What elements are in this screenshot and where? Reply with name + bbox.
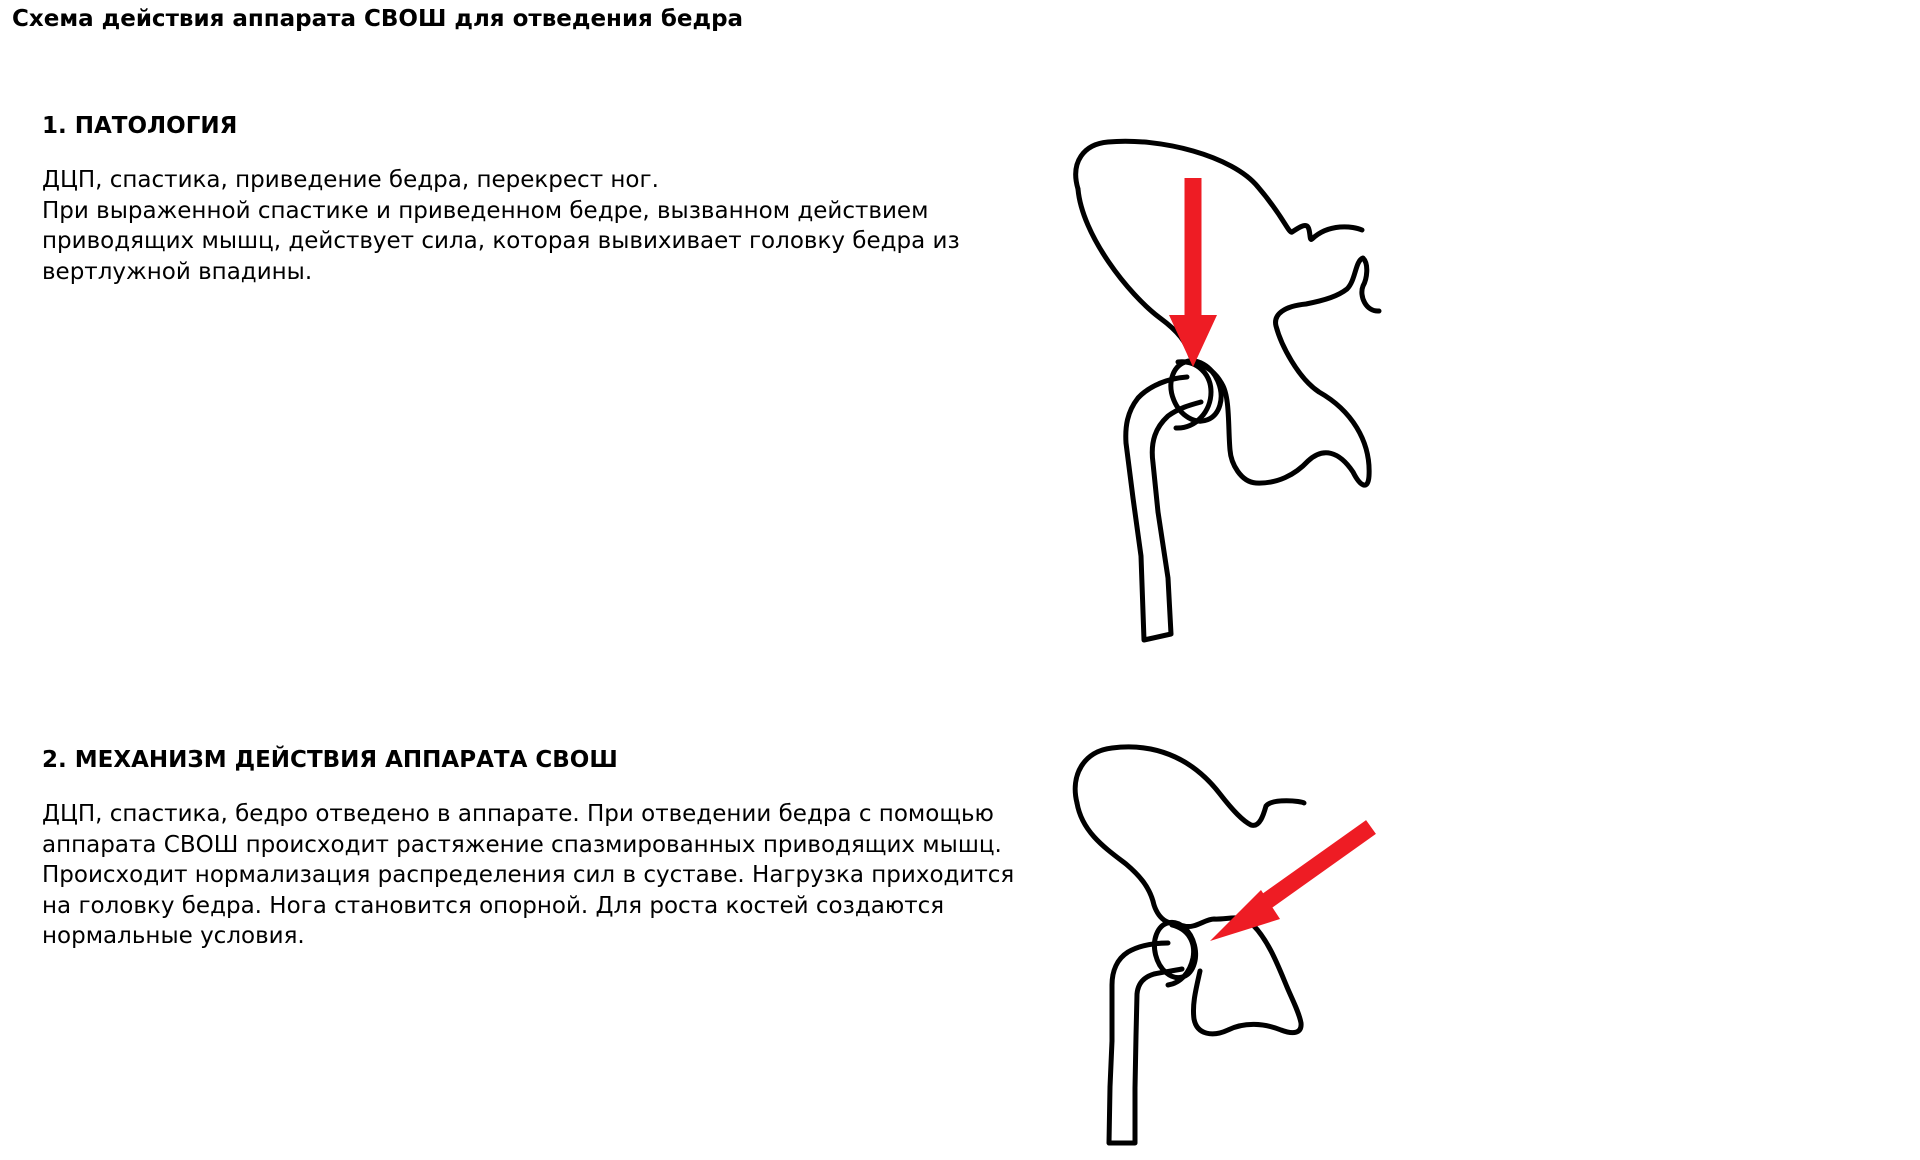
mechanism-description: ДЦП, спастика, бедро отведено в аппарате. При отведении бедра с помощью аппарата СВОШ происходит растяжение спазмированных приводящих мышц. Происходит нормализация распределения сил в суставе. Нагрузка приходится на головку бедра. Нога становится опорной. Для роста костей создаются нормальные условия. xyxy=(42,801,1015,949)
pathology-description: ДЦП, спастика, приведение бедра, перекрест ног. При выраженной спастике и приведенном бедре, вызванном действием приводящих мышц, действует сила, которая вывихивает головку бедра из вертлужной впадины. xyxy=(42,167,960,285)
pelvis-outline xyxy=(1076,141,1362,239)
pathology-section xyxy=(42,111,1042,287)
force-arrow-shaft xyxy=(1250,827,1371,913)
pelvis-outline xyxy=(1075,747,1304,825)
dislocated-hip-joint-diagram xyxy=(1060,138,1400,648)
mechanism-heading: 2. МЕХАНИЗМ ДЕЙСТВИЯ АППАРАТА СВОШ xyxy=(42,747,618,773)
pathology-heading: 1. ПАТОЛОГИЯ xyxy=(42,113,238,139)
force-arrow-down-icon xyxy=(1169,315,1217,367)
femur-shaft xyxy=(1109,943,1182,1143)
abducted-hip-joint-diagram xyxy=(1060,745,1400,1150)
mechanism-section xyxy=(42,745,1042,952)
page-title: Схема действия аппарата СВОШ для отведения бедра xyxy=(12,6,744,32)
pelvic-inner-curve xyxy=(1078,189,1379,485)
